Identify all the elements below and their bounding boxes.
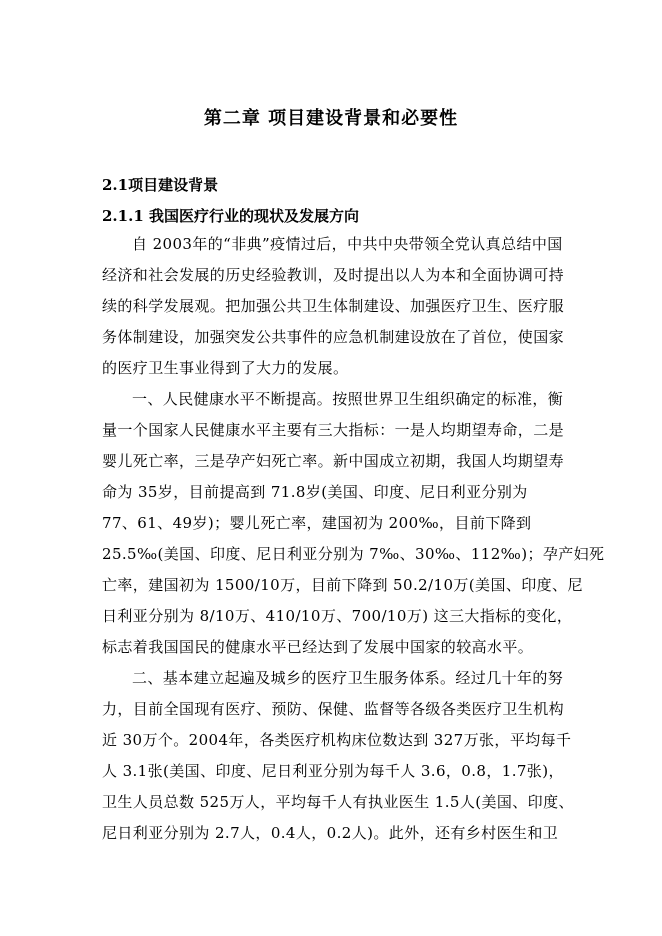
paragraph-line: 人 3.1张(美国、印度、尼日利亚分别为每千人 3.6，0.8，1.7张)， xyxy=(102,762,564,780)
paragraph-line: 命为 35岁，目前提高到 71.8岁(美国、印度、尼日利亚分别为 xyxy=(102,483,528,501)
paragraph-line: 续的科学发展观。把加强公共卫生体制建设、加强医疗卫生、医疗服 xyxy=(102,297,565,315)
paragraph-line: 力，目前全国现有医疗、预防、保健、监督等各级各类医疗卫生机构 xyxy=(102,700,565,718)
paragraph-line: 77、61、49岁)；婴儿死亡率，建国初为 200‰，目前下降到 xyxy=(102,514,532,532)
paragraph-line: 一、人民健康水平不断提高。按照世界卫生组织确定的标准，衡 xyxy=(132,390,564,408)
paragraph-line: 务体制建设，加强突发公共事件的应急机制建设放在了首位，使国家 xyxy=(102,328,565,346)
chapter-title: 第二章 项目建设背景和必要性 xyxy=(203,108,459,129)
paragraph-line: 近 30万个。2004年，各类医疗机构床位数达到 327万张，平均每千 xyxy=(102,731,572,749)
paragraph-line: 婴儿死亡率，三是孕产妇死亡率。新中国成立初期，我国人均期望寿 xyxy=(102,452,565,470)
paragraph-line: 自 2003年的“非典”疫情过后，中共中央带领全党认真总结中国 xyxy=(132,235,563,253)
section-heading: 2.1项目建设背景 xyxy=(102,176,219,194)
paragraph-line: 经济和社会发展的历史经验教训，及时提出以人为本和全面协调可持 xyxy=(102,266,565,284)
subsection-heading: 2.1.1 我国医疗行业的现状及发展方向 xyxy=(102,207,359,225)
paragraph-line: 尼日利亚分别为 2.7人，0.4人，0.2人)。此外，还有乡村医生和卫 xyxy=(102,824,559,842)
paragraph-line: 日利亚分别为 8/10万、410/10万、700/10万) 这三大指标的变化， xyxy=(102,607,573,625)
paragraph-line: 标志着我国国民的健康水平已经达到了发展中国家的较高水平。 xyxy=(102,638,534,656)
paragraph-line: 二、基本建立起遍及城乡的医疗卫生服务体系。经过几十年的努 xyxy=(132,669,564,687)
paragraph-line: 量一个国家人民健康水平主要有三大指标：一是人均期望寿命，二是 xyxy=(102,421,565,439)
paragraph-line: 25.5‰(美国、印度、尼日利亚分别为 7‰、30‰、112‰)；孕产妇死 xyxy=(102,545,605,563)
paragraph-line: 的医疗卫生事业得到了大力的发展。 xyxy=(102,359,349,377)
paragraph-line: 亡率，建国初为 1500/10万，目前下降到 50.2/10万(美国、印度、尼 xyxy=(102,576,583,594)
paragraph-line: 卫生人员总数 525万人，平均每千人有执业医生 1.5人(美国、印度、 xyxy=(102,793,574,811)
